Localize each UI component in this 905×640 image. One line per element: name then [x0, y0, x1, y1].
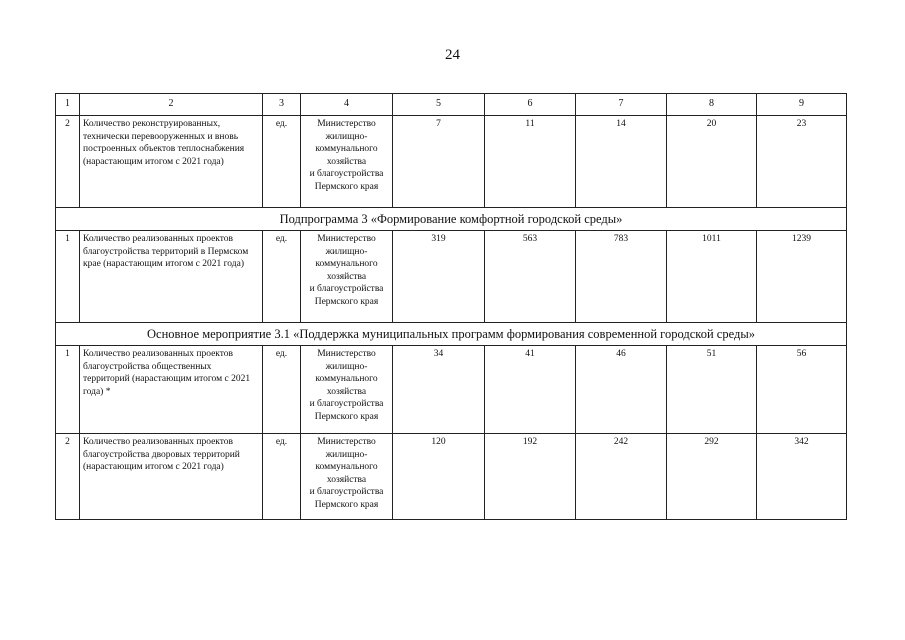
ministry-line: Пермского края [314, 499, 379, 510]
header-cell: 7 [576, 94, 667, 116]
value-cell: 783 [576, 231, 667, 323]
indicator-name: Количество реализованных проектов благоустройства территорий в Пермском крае (нарастающим итогом с 2021 года) [80, 231, 263, 323]
value-cell: 41 [485, 346, 576, 434]
responsible-ministry [301, 434, 393, 520]
ministry-line: Министерство [317, 234, 376, 244]
value-cell: 46 [576, 346, 667, 434]
responsible-ministry [301, 116, 393, 208]
row-number: 1 [56, 346, 80, 434]
indicator-name: Количество реализованных проектов благоустройства общественных территорий (нарастающим итогом с 2021 года) * [80, 346, 263, 434]
ministry-line: хозяйства [326, 156, 367, 167]
ministry-line: и благоустройства [309, 399, 384, 409]
table-row [56, 346, 847, 434]
value-cell: 11 [485, 116, 576, 208]
page-number: 24 [445, 47, 460, 63]
value-cell: 342 [757, 434, 847, 520]
section-header-row [56, 208, 847, 231]
header-cell: 5 [393, 94, 485, 116]
ministry-line: Министерство [317, 119, 376, 129]
ministry-line: Пермского края [314, 411, 379, 422]
section-header-row [56, 323, 847, 346]
value-cell: 56 [757, 346, 847, 434]
ministry-line: коммунального [315, 462, 378, 472]
indicator-name: Количество реализованных проектов благоустройства дворовых территорий (нарастающим итогом с 2021 года) [80, 434, 263, 520]
row-number: 2 [56, 116, 80, 208]
header-cell: 9 [757, 94, 847, 116]
ministry-line: жилищно- [325, 361, 368, 372]
ministry-line: хозяйства [326, 386, 367, 397]
value-cell: 242 [576, 434, 667, 520]
header-cell: 8 [667, 94, 757, 116]
ministry-line: хозяйства [326, 474, 367, 485]
unit-cell: ед. [263, 434, 301, 520]
row-number: 2 [56, 434, 80, 520]
value-cell: 192 [485, 434, 576, 520]
ministry-line: и благоустройства [309, 487, 384, 497]
unit-cell: ед. [263, 116, 301, 208]
value-cell: 51 [667, 346, 757, 434]
ministry-line: коммунального [315, 259, 378, 269]
row-number: 1 [56, 231, 80, 323]
table-header-row [56, 94, 847, 116]
section-title: Основное мероприятие 3.1 «Поддержка муниципальных программ формирования современной городской среды» [56, 323, 847, 346]
value-cell: 319 [393, 231, 485, 323]
value-cell: 292 [667, 434, 757, 520]
value-cell: 120 [393, 434, 485, 520]
ministry-line: коммунального [315, 144, 378, 154]
responsible-ministry [301, 231, 393, 323]
ministry-line: Министерство [317, 349, 376, 359]
header-cell: 6 [485, 94, 576, 116]
indicators-table [55, 93, 847, 520]
header-cell: 4 [301, 94, 393, 116]
header-cell: 3 [263, 94, 301, 116]
header-cell: 1 [56, 94, 80, 116]
unit-cell: ед. [263, 231, 301, 323]
indicator-name: Количество реконструированных, технически перевооруженных и вновь построенных объектов теплоснабжения (нарастающим итогом с 2021 года) [80, 116, 263, 208]
value-cell: 14 [576, 116, 667, 208]
ministry-line: жилищно- [325, 449, 368, 460]
ministry-line: хозяйства [326, 271, 367, 282]
value-cell: 563 [485, 231, 576, 323]
ministry-line: и благоустройства [309, 169, 384, 179]
ministry-line: Министерство [317, 437, 376, 447]
value-cell: 1011 [667, 231, 757, 323]
ministry-line: Пермского края [314, 296, 379, 307]
ministry-line: жилищно- [325, 131, 368, 142]
ministry-line: Пермского края [314, 181, 379, 192]
unit-cell: ед. [263, 346, 301, 434]
header-cell: 2 [80, 94, 263, 116]
table-row [56, 434, 847, 520]
table-row [56, 231, 847, 323]
value-cell: 23 [757, 116, 847, 208]
responsible-ministry [301, 346, 393, 434]
value-cell: 20 [667, 116, 757, 208]
section-title: Подпрограмма 3 «Формирование комфортной городской среды» [56, 208, 847, 231]
value-cell: 1239 [757, 231, 847, 323]
ministry-line: и благоустройства [309, 284, 384, 294]
table-row [56, 116, 847, 208]
value-cell: 34 [393, 346, 485, 434]
value-cell: 7 [393, 116, 485, 208]
ministry-line: коммунального [315, 374, 378, 384]
ministry-line: жилищно- [325, 246, 368, 257]
